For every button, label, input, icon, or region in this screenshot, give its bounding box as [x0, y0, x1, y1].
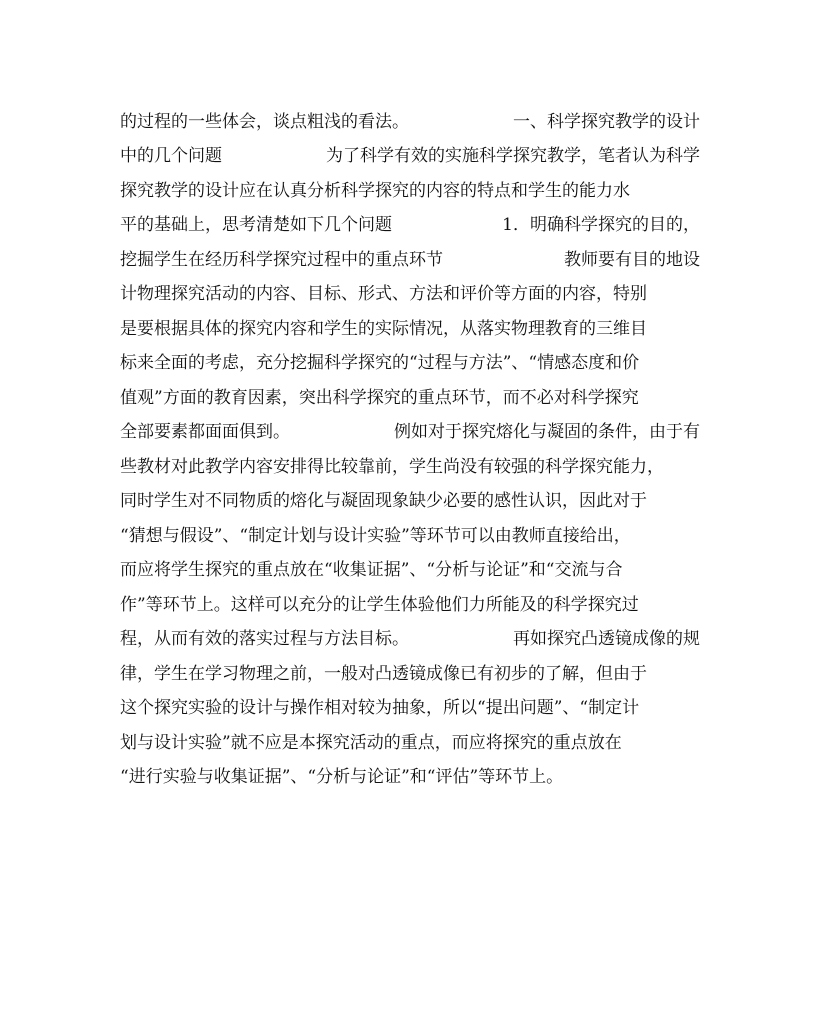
text-line — [120, 102, 700, 137]
text-segment: 而应将学生探究的重点放在“收集证据”、“分析与论证”和“交流与合 — [120, 560, 623, 581]
text-segment: 划与设计实验”就不应是本探究活动的重点，而应将探究的重点放在 — [120, 732, 622, 753]
text-segment: 这个探究实验的设计与操作相对较为抽象，所以“提出问题”、“制定计 — [120, 698, 640, 719]
text-segment: 探究教学的设计应在认真分析科学探究的内容的特点和学生的能力水 — [120, 180, 630, 201]
text-segment: 值观”方面的教育因素，突出科学探究的重点环节，而不必对科学探究 — [120, 387, 639, 408]
text-segment: 全部要素都面面俱到。 — [120, 422, 290, 443]
text-line — [120, 171, 700, 206]
text-segment: 1．明确科学探究的目的， — [502, 215, 700, 236]
text-line — [120, 275, 700, 310]
text-segment: 中的几个问题 — [120, 146, 222, 167]
text-line — [120, 585, 700, 620]
text-line — [120, 654, 700, 689]
text-line — [120, 482, 700, 517]
text-segment: 同时学生对不同物质的熔化与凝固现象缺少必要的感性认识，因此对于 — [120, 491, 647, 512]
text-segment: 些教材对此教学内容安排得比较靠前，学生尚没有较强的科学探究能力， — [120, 456, 664, 477]
text-line — [120, 137, 700, 172]
text-line — [120, 723, 700, 758]
text-line — [120, 378, 700, 413]
text-line — [120, 344, 700, 379]
text-segment: 再如探究凸透镜成像的规 — [513, 629, 700, 650]
text-segment: 律，学生在学习物理之前，一般对凸透镜成像已有初步的了解，但由于 — [120, 663, 647, 684]
text-segment: 计物理探究活动的内容、目标、形式、方法和评价等方面的内容，特别 — [120, 284, 647, 305]
text-segment: 例如对于探究熔化与凝固的条件，由于有 — [394, 422, 700, 443]
text-segment: 一、科学探究教学的设计 — [513, 111, 700, 132]
text-segment: 为了科学有效的实施科学探究教学，笔者认为科学 — [326, 146, 700, 167]
text-line — [120, 516, 700, 551]
text-segment: 的过程的一些体会，谈点粗浅的看法。 — [120, 111, 409, 132]
text-line — [120, 309, 700, 344]
text-segment: 作”等环节上。这样可以充分的让学生体验他们力所能及的科学探究过 — [120, 594, 639, 615]
body-text — [120, 102, 700, 792]
text-segment: 挖掘学生在经历科学探究过程中的重点环节 — [120, 249, 443, 270]
text-segment: 标来全面的考虑，充分挖掘科学探究的“过程与方法”、“情感态度和价 — [120, 353, 640, 374]
text-segment: 平的基础上，思考清楚如下几个问题 — [120, 215, 392, 236]
text-line — [120, 447, 700, 482]
text-line — [120, 689, 700, 724]
text-segment: 教师要有目的地设 — [564, 249, 700, 270]
text-line — [120, 206, 700, 241]
text-segment: 程，从而有效的落实过程与方法目标。 — [120, 629, 409, 650]
text-segment: “猜想与假设”、“制定计划与设计实验”等环节可以由教师直接给出， — [120, 525, 631, 546]
text-line — [120, 758, 700, 793]
text-segment: 是要根据具体的探究内容和学生的实际情况，从落实物理教育的三维目 — [120, 318, 647, 339]
text-line — [120, 551, 700, 586]
text-segment: “进行实验与收集证据”、“分析与论证”和“评估”等环节上。 — [120, 767, 564, 788]
text-line — [120, 413, 700, 448]
text-line — [120, 240, 700, 275]
text-line — [120, 620, 700, 655]
